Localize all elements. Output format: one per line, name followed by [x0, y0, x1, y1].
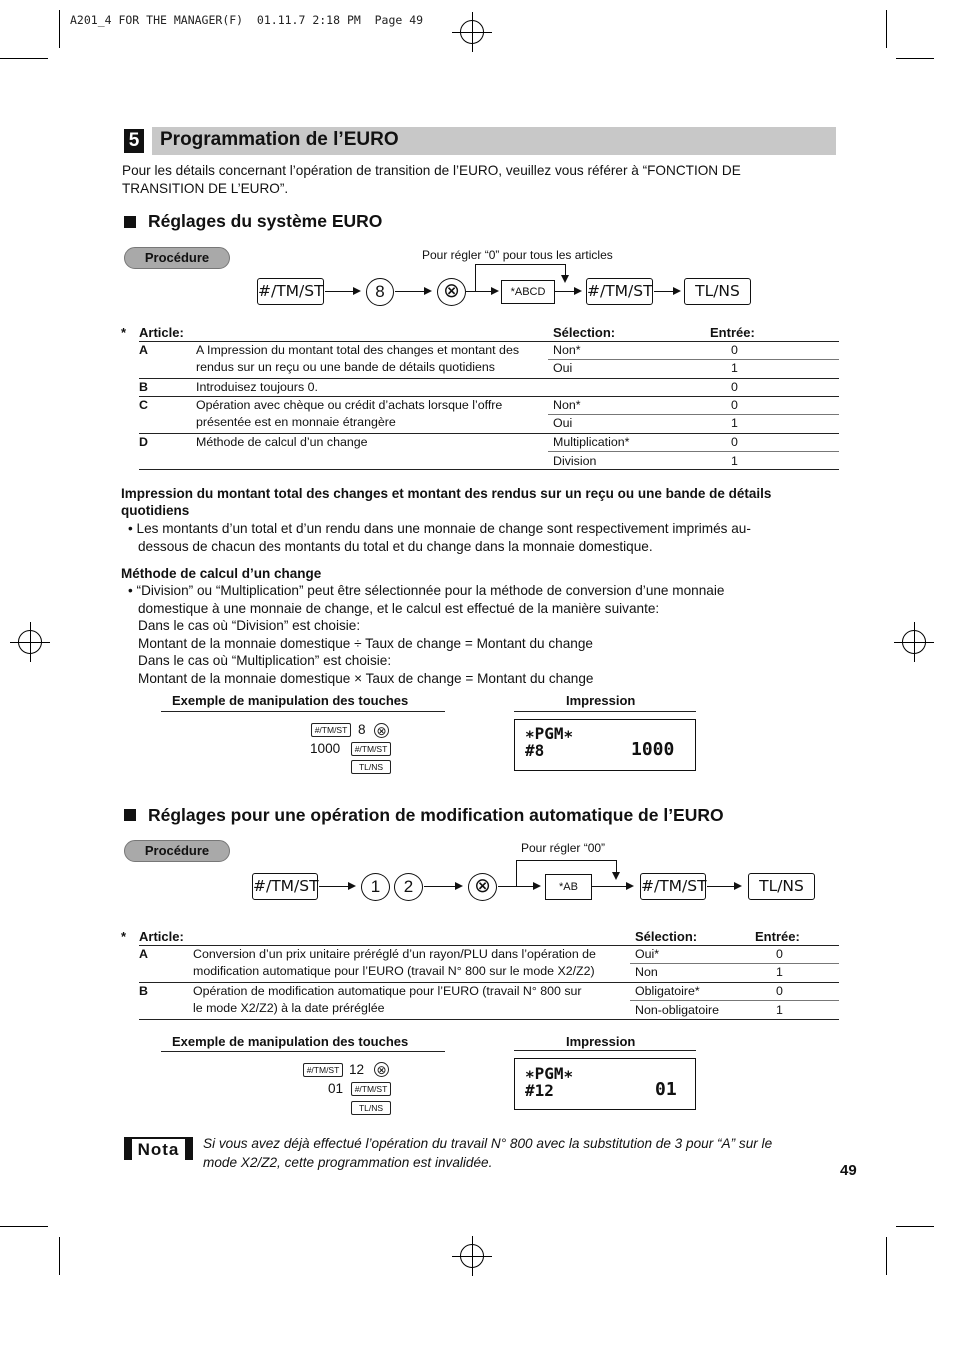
multiply-key: ⊗: [468, 873, 497, 901]
crop-mark: [59, 10, 60, 48]
nota-text: Si vous avez déjà effectué l’opération du travail N° 800 avec la substitution de 3 pour “A” sur le mode X2/Z2, cette programmation est invalidée.: [203, 1136, 773, 1170]
flow-arrow: [348, 882, 356, 890]
example-rule: [161, 1051, 445, 1052]
bypass-arrow: [612, 872, 620, 880]
row-value: 1: [776, 1003, 783, 1017]
mini-number: 01: [328, 1081, 344, 1096]
row-value: 1: [731, 361, 738, 375]
impression-label: Impression: [566, 1034, 636, 1049]
row-letter: A: [139, 947, 148, 961]
print-line: 1000: [631, 739, 675, 760]
row-selection: Oui: [553, 416, 573, 430]
flow-arrow: [353, 287, 361, 295]
print-line: ∗PGM∗: [525, 1064, 574, 1083]
table-rule: [139, 469, 839, 470]
print-header: A201_4 FOR THE MANAGER(F) 01.11.7 2:18 PM Page 49: [70, 13, 424, 27]
mini-tmst-key: #/TM/ST: [311, 723, 351, 737]
crop-mark: [59, 1237, 60, 1275]
procedure-badge: Procédure: [124, 840, 230, 862]
page-number: 49: [840, 1162, 857, 1179]
impression-rule: [514, 711, 696, 712]
row-selection: Division: [553, 454, 597, 468]
impression-bullet: • Les montants d’un total et d’un rendu dans une monnaie de change sont respectivement imprimés au- dessous de chacun des montants du total et du change dans la monnaie domestique.: [128, 521, 751, 554]
row-letter: B: [139, 380, 148, 394]
row-selection: Oui: [553, 361, 573, 375]
row-letter: B: [139, 984, 148, 998]
row-value: 0: [731, 380, 738, 394]
table-header-entree: Entrée:: [710, 325, 755, 340]
print-line: ∗PGM∗: [525, 724, 574, 743]
row-selection: Multiplication*: [553, 435, 630, 449]
print-line: 01: [655, 1079, 677, 1100]
example-rule: [161, 711, 445, 712]
registration-mark: [902, 630, 926, 654]
bullet-square: [124, 216, 136, 228]
crop-mark: [886, 10, 887, 48]
row-value: 0: [731, 435, 738, 449]
flow-arrow: [626, 882, 634, 890]
receipt-print: [514, 719, 696, 771]
table-rule: [548, 451, 839, 452]
row-value: 0: [731, 343, 738, 357]
crop-mark: [896, 58, 934, 59]
bullet-square: [124, 809, 136, 821]
impression-label: Impression: [566, 693, 636, 708]
table-rule: [548, 359, 839, 360]
digit-8-key: 8: [366, 278, 394, 306]
mini-number: 12: [349, 1062, 365, 1077]
impression-rule: [514, 1050, 696, 1051]
nota-badge: Nota: [124, 1137, 193, 1160]
flow-line: [654, 291, 674, 292]
row-text: Opération de modification automatique pour l’EURO (travail N° 800 sur le mode X2/Z2) à la date préréglée: [193, 984, 582, 1015]
registration-mark: [460, 1244, 484, 1268]
row-letter: A: [139, 343, 148, 357]
print-line: #8: [525, 741, 545, 760]
bypass-line: [516, 860, 517, 887]
table-header-selection: Sélection:: [553, 325, 616, 340]
mini-number: 1000: [310, 741, 341, 756]
mini-tmst-key: #/TM/ST: [303, 1063, 343, 1077]
table-star: *: [121, 929, 127, 944]
flow-line: [707, 886, 735, 887]
flow-arrow: [424, 287, 432, 295]
ab-box: *AB: [545, 874, 592, 900]
table-header-entree: Entrée:: [755, 929, 800, 944]
methode-heading: Méthode de calcul d’un change: [121, 566, 322, 581]
multiply-key: ⊗: [437, 278, 466, 306]
crop-mark: [0, 1226, 48, 1227]
flow-line: [555, 291, 575, 292]
tmst-key: #/TM/ST: [586, 278, 653, 305]
row-value: 1: [731, 416, 738, 430]
flow-arrow: [574, 287, 582, 295]
bypass-line: [516, 860, 616, 861]
mini-tlns-key: TL/NS: [351, 760, 391, 774]
row-value: 0: [776, 947, 783, 961]
abcd-box: *ABCD: [501, 280, 555, 304]
procedure-badge: Procédure: [124, 247, 230, 269]
table-header-selection: Sélection:: [635, 929, 698, 944]
crop-mark: [896, 1226, 934, 1227]
table-star: *: [121, 325, 127, 340]
receipt-print: [514, 1058, 696, 1110]
methode-text: • “Division” ou “Multiplication” peut être sélectionnée pour la méthode de conversion d’une monnaie domestique à une monnaie de change, et le calcul est effectué de la manière suivante: Dans le cas où “Division” est choisie: Montant de la monnaie domestique ÷ Taux de change = Montant du change Dans le cas où “Multiplication” est choisie: Montant de la monnaie domestique × Taux de change = Montant du change: [128, 583, 725, 686]
row-selection: Non*: [553, 398, 581, 412]
flow-line: [395, 291, 425, 292]
table-header-article: Article:: [139, 325, 184, 340]
row-letter: D: [139, 435, 148, 449]
digit-1-key: 1: [361, 873, 390, 901]
row-text: Conversion d’un prix unitaire préréglé d’un rayon/PLU dans l’opération de modification automatique pour l’EURO (travail N° 800 sur le mode X2/Z2): [193, 947, 596, 978]
impression-heading: Impression du montant total des changes et montant des rendus sur un reçu ou une bande de détails quotidiens: [121, 486, 772, 518]
table-rule: [630, 963, 839, 964]
row-value: 1: [776, 965, 783, 979]
zero-note: Pour régler “00”: [521, 841, 606, 855]
table-rule: [548, 414, 839, 415]
mini-number: 8: [358, 722, 366, 737]
section-title: Programmation de l’EURO: [160, 129, 399, 150]
flow-arrow: [533, 882, 541, 890]
tmst-key: #/TM/ST: [640, 873, 706, 900]
row-selection: Non*: [553, 343, 581, 357]
row-selection: Non: [635, 965, 658, 979]
row-selection: Obligatoire*: [635, 984, 700, 998]
row-value: 0: [731, 398, 738, 412]
bypass-line: [475, 264, 476, 292]
example-label: Exemple de manipulation des touches: [172, 1034, 409, 1049]
flow-arrow: [734, 882, 742, 890]
row-value: 1: [731, 454, 738, 468]
example-label: Exemple de manipulation des touches: [172, 693, 409, 708]
flow-line: [466, 291, 492, 292]
tlns-key: TL/NS: [684, 278, 751, 305]
mini-tlns-key: TL/NS: [351, 1101, 391, 1115]
flow-line: [424, 886, 456, 887]
table-header-article: Article:: [139, 929, 184, 944]
flow-line: [325, 291, 355, 292]
zero-note: Pour régler “0” pour tous les articles: [422, 248, 613, 262]
flow-line: [592, 886, 627, 887]
tmst-key: #/TM/ST: [257, 278, 324, 305]
row-selection: Non-obligatoire: [635, 1003, 720, 1017]
intro-paragraph: Pour les détails concernant l’opération de transition de l’EURO, veuillez vous référer à “FONCTION DE TRANSITION DE L’EURO”.: [122, 163, 741, 196]
flow-arrow: [673, 287, 681, 295]
table-rule: [630, 1000, 839, 1001]
flow-arrow: [491, 287, 499, 295]
flow-arrow: [455, 882, 463, 890]
row-text: Introduisez toujours 0.: [196, 380, 318, 394]
table-rule: [139, 1019, 839, 1020]
tmst-key: #/TM/ST: [252, 873, 318, 900]
row-selection: Oui*: [635, 947, 660, 961]
row-text: Opération avec chèque ou crédit d’achats lorsque l’offre présentée est en monnaie étrangère: [196, 398, 503, 429]
row-text: A Impression du montant total des changes et montant des rendus sur un reçu ou une bande de détails quotidiens: [196, 343, 520, 374]
registration-mark: [18, 630, 42, 654]
bypass-line: [475, 264, 565, 265]
flow-line: [319, 886, 349, 887]
crop-mark: [0, 58, 48, 59]
print-line: #12: [525, 1081, 554, 1100]
subsection-title: Réglages du système EURO: [148, 211, 383, 231]
mini-tmst-key: #/TM/ST: [351, 742, 391, 756]
row-value: 0: [776, 984, 783, 998]
section-number: 5: [124, 129, 144, 153]
mini-multiply-key: ⊗: [374, 1062, 389, 1077]
crop-mark: [886, 1237, 887, 1275]
row-letter: C: [139, 398, 148, 412]
subsection-title: Réglages pour une opération de modification automatique de l’EURO: [148, 805, 724, 825]
digit-2-key: 2: [394, 873, 423, 901]
mini-tmst-key: #/TM/ST: [351, 1082, 391, 1096]
bypass-arrow: [561, 275, 569, 283]
registration-mark: [460, 20, 484, 44]
mini-multiply-key: ⊗: [374, 723, 389, 738]
tlns-key: TL/NS: [748, 873, 815, 900]
row-text: Méthode de calcul d’un change: [196, 435, 368, 449]
